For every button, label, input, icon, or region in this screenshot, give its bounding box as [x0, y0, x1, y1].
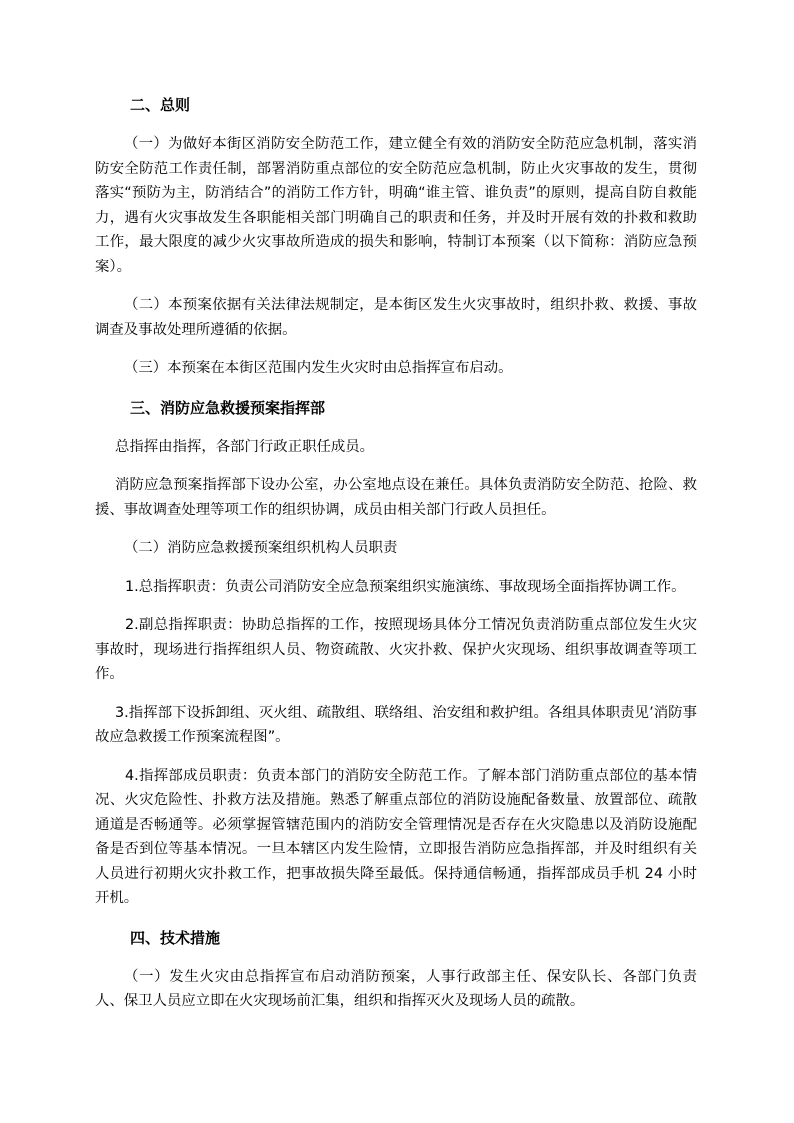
paragraph-command-duty-3: 3.指挥部下设拆卸组、灭火组、疏散组、联络组、治安组和救护组。各组具体职责见’消防事故应急救援工作预案流程图”。 [95, 704, 697, 745]
section-heading-general: 二、总则 [130, 96, 191, 114]
paragraph-command-duty-4: 4.指挥部成员职责：负责本部门的消防安全防范工作。了解本部门消防重点部位的基本情况、火灾危险性、扑救方法及措施。熟悉了解重点部位的消防设施配备数量、放置部位、疏散通道是否畅通等。必须掌握管辖范围内的消防安全管理情况是否存在火灾隐患以及消防设施配备是否到位等基本情况。一旦本辖区内发生险情，立即报告消防应急指挥部，并及时组织有关人员进行初期火灾扑救工作，把事故损失降至最低。保持通信畅通，指挥部成员手机 24 小时开机。 [95, 767, 697, 906]
document-body [95, 92, 697, 1028]
section-heading-command: 三、消防应急救援预案指挥部 [130, 398, 326, 417]
paragraph-command-duty-1: 1.总指挥职责：负责公司消防安全应急预案组织实施演练、事故现场全面指挥协调工作。 [125, 578, 686, 595]
section-heading-technical: 四、技术措施 [130, 928, 221, 947]
paragraph-technical-1: （一）发生火灾由总指挥宣布启动消防预案，人事行政部主任、保安队长、各部门负责人、保卫人员应立即在火灾现场前汇集，组织和指挥灭火及现场人员的疏散。 [95, 968, 697, 1009]
paragraph-command-1: 总指挥由指挥，各部门行政正职任成员。 [115, 438, 375, 455]
paragraph-command-duty-2: 2.副总指挥职责：协助总指挥的工作，按照现场具体分工情况负责消防重点部位发生火灾事故时，现场进行指挥组织人员、物资疏散、火灾扑救、保护火灾现场、组织事故调查等项工作。 [95, 617, 697, 682]
paragraph-general-1: （一）为做好本街区消防安全防范工作，建立健全有效的消防安全防范应急机制，落实消防安全防范工作责任制，部署消防重点部位的安全防范应急机制，防止火灾事故的发生，贯彻落实“预防为主，防消结合”的消防工作方针，明确“谁主管、谁负责”的原则，提高自防自救能力，遇有火灾事故发生各职能相关部门明确自己的职责和任务，并及时开展有效的扑救和救助工作，最大限度的减少火灾事故所造成的损失和影响，特制订本预案（以下简称：消防应急预案）。 [95, 136, 697, 275]
paragraph-general-3: （三）本预案在本街区范围内发生火灾时由总指挥宣布启动。 [124, 360, 513, 376]
paragraph-command-3: （二）消防应急救援预案组织机构人员职责 [124, 540, 398, 556]
paragraph-general-2: （二）本预案依据有关法律法规制定，是本街区发生火灾事故时，组织扑救、救援、事故调查及事故处理所遵循的依据。 [95, 297, 697, 338]
paragraph-command-2: 消防应急预案指挥部下设办公室，办公室地点设在兼任。具体负责消防安全防范、抢险、救援、事故调查处理等项工作的组织协调，成员由相关部门行政人员担任。 [95, 477, 697, 518]
